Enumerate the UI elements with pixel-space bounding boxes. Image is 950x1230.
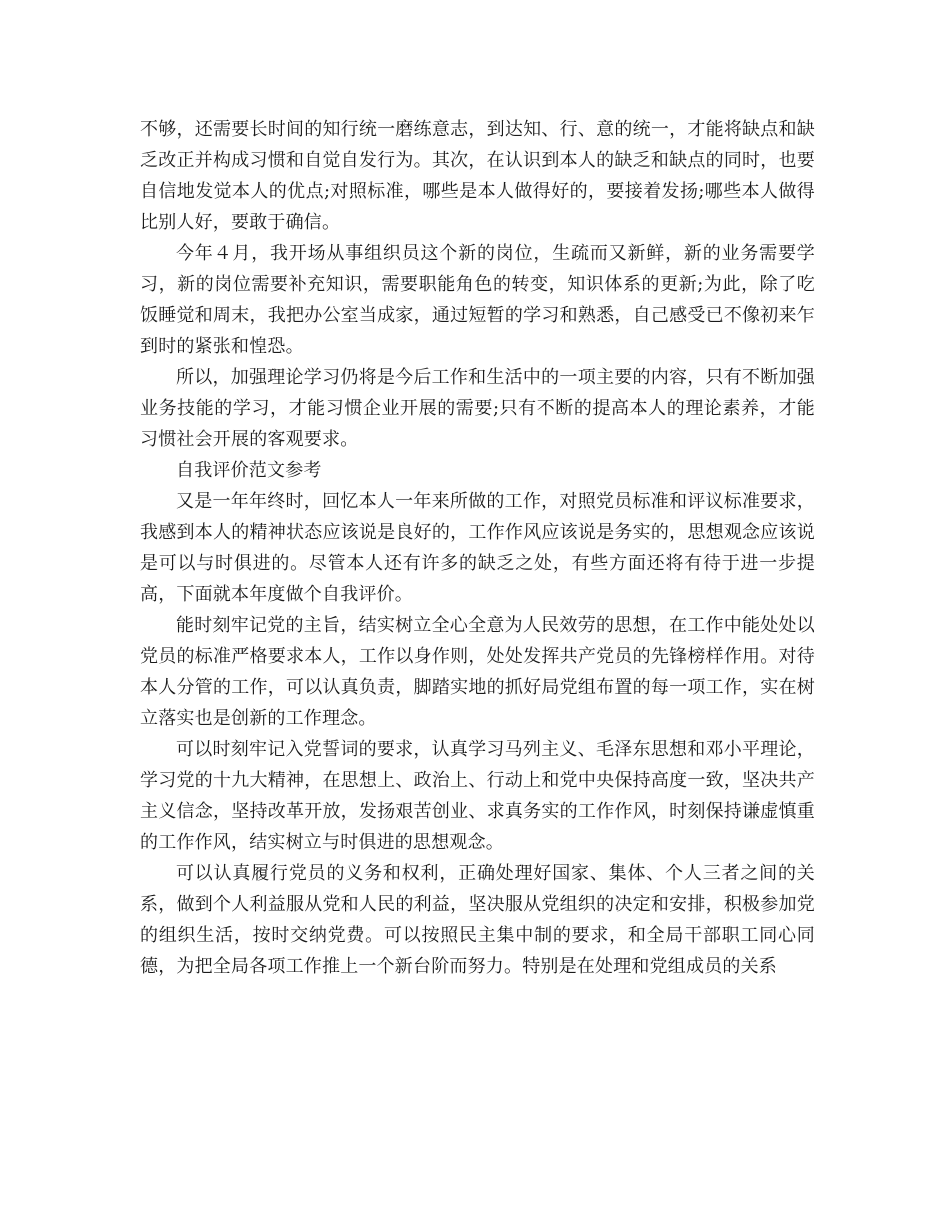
section-heading: 自我评价范文参考 <box>176 460 322 481</box>
paragraph-party-oath: 可以时刻牢记入党誓词的要求，认真学习马列主义、毛泽东思想和邓小平理论，学习党的十九大精神，在思想上、政治上、行动上和党中央保持高度一致，坚决共产主义信念，坚持改革开放，发扬艰苦创业、求真务实的工作作风，时刻保持谦虚慎重的工作作风，结实树立与时俱进的思想观念。 <box>140 739 815 853</box>
paragraph-continuation: 不够，还需要长时间的知行统一磨练意志，到达知、行、意的统一，才能将缺点和缺乏改正并构成习惯和自觉自发行为。其次，在认识到本人的缺乏和缺点的同时，也要自信地发觉本人的优点;对照标准，哪些是本人做得好的，要接着发扬;哪些本人做得比别人好，要敢于确信。 <box>140 119 815 233</box>
document-body <box>140 114 815 982</box>
paragraph-duties-rights: 可以认真履行党员的义务和权利，正确处理好国家、集体、个人三者之间的关系，做到个人利益服从党和人民的利益，坚决服从党组织的决定和安排，积极参加党的组织生活，按时交纳党费。可以按照民主集中制的要求，和全局干部职工同心同德，为把全局各项工作推上一个新台阶而努力。特别是在处理和党组成员的关系 <box>140 863 815 977</box>
paragraph-theory-study: 所以，加强理论学习仍将是今后工作和生活中的一项主要的内容，只有不断加强业务技能的学习，才能习惯企业开展的需要;只有不断的提高本人的理论素养，才能习惯社会开展的客观要求。 <box>140 367 815 450</box>
paragraph-new-position: 今年４月，我开场从事组织员这个新的岗位，生疏而又新鲜，新的业务需要学习，新的岗位需要补充知识，需要职能角色的转变，知识体系的更新;为此，除了吃饭睡觉和周末，我把办公室当成家，通过短暂的学习和熟悉，自己感受已不像初来乍到时的紧张和惶恐。 <box>140 243 815 357</box>
paragraph-year-end-review: 又是一年年终时，回忆本人一年来所做的工作，对照党员标准和评议标准要求，我感到本人的精神状态应该说是良好的，工作作风应该说是务实的，思想观念应该说是可以与时俱进的。尽管本人还有许多的缺乏之处，有些方面还将有待于进一步提高，下面就本年度做个自我评价。 <box>140 491 815 605</box>
paragraph-party-purpose: 能时刻牢记党的主旨，结实树立全心全意为人民效劳的思想，在工作中能处处以党员的标准严格要求本人，工作以身作则，处处发挥共产党员的先锋榜样作用。对待本人分管的工作，可以认真负责，脚踏实地的抓好局党组布置的每一项工作，实在树立落实也是创新的工作理念。 <box>140 615 815 729</box>
